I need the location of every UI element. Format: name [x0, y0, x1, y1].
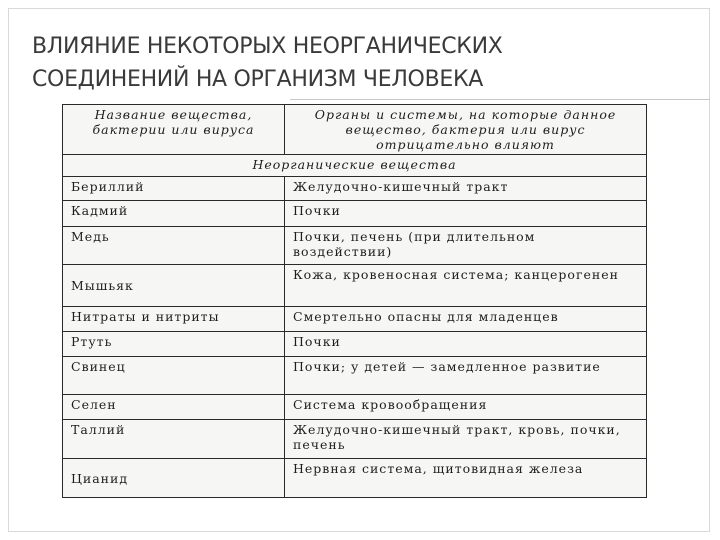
header-effect: Органы и системы, на которые данное вещество, бактерия или вирус отрицательно влияют — [285, 105, 647, 155]
effect-cell: Кожа, кровеносная система; канцерогенен — [285, 265, 647, 307]
substance-cell: Кадмий — [63, 201, 285, 227]
effect-cell: Желудочно-кишечный тракт — [285, 177, 647, 201]
table-row — [63, 177, 647, 201]
table-row — [63, 459, 647, 498]
title-line-1: ВЛИЯНИЕ НЕКОТОРЫХ НЕОРГАНИЧЕСКИХ — [32, 34, 503, 59]
effect-cell: Система кровообращения — [285, 395, 647, 420]
substance-cell: Цианид — [63, 459, 285, 498]
title-line-2: СОЕДИНЕНИЙ НА ОРГАНИЗМ ЧЕЛОВЕКА — [32, 67, 484, 92]
table-row — [63, 332, 647, 357]
substance-cell: Свинец — [63, 357, 285, 395]
substance-cell: Медь — [63, 227, 285, 265]
effect-cell: Почки — [285, 332, 647, 357]
table-row — [63, 307, 647, 332]
table-header-row — [63, 105, 647, 155]
table-row — [63, 201, 647, 227]
table-section-row — [63, 155, 647, 177]
substance-cell: Нитраты и нитриты — [63, 307, 285, 332]
slide-title — [32, 30, 503, 96]
effect-cell: Почки; у детей — замедленное развитие — [285, 357, 647, 395]
effect-cell: Почки, печень (при длительном воздействии) — [285, 227, 647, 265]
substance-cell: Мышьяк — [63, 265, 285, 307]
table-row — [63, 420, 647, 459]
substances-table — [62, 104, 647, 498]
header-substance: Название вещества, бактерии или вируса — [63, 105, 285, 155]
table-row — [63, 357, 647, 395]
section-title: Неорганические вещества — [63, 155, 647, 177]
substance-cell: Селен — [63, 395, 285, 420]
effect-cell: Нервная система, щитовидная железа — [285, 459, 647, 498]
effect-cell: Желудочно-кишечный тракт, кровь, почки, печень — [285, 420, 647, 459]
effect-cell: Почки — [285, 201, 647, 227]
table-row — [63, 227, 647, 265]
substance-cell: Бериллий — [63, 177, 285, 201]
substance-cell: Ртуть — [63, 332, 285, 357]
title-underline — [290, 99, 710, 100]
table-row — [63, 395, 647, 420]
substance-cell: Таллий — [63, 420, 285, 459]
table-row — [63, 265, 647, 307]
effect-cell: Смертельно опасны для младенцев — [285, 307, 647, 332]
